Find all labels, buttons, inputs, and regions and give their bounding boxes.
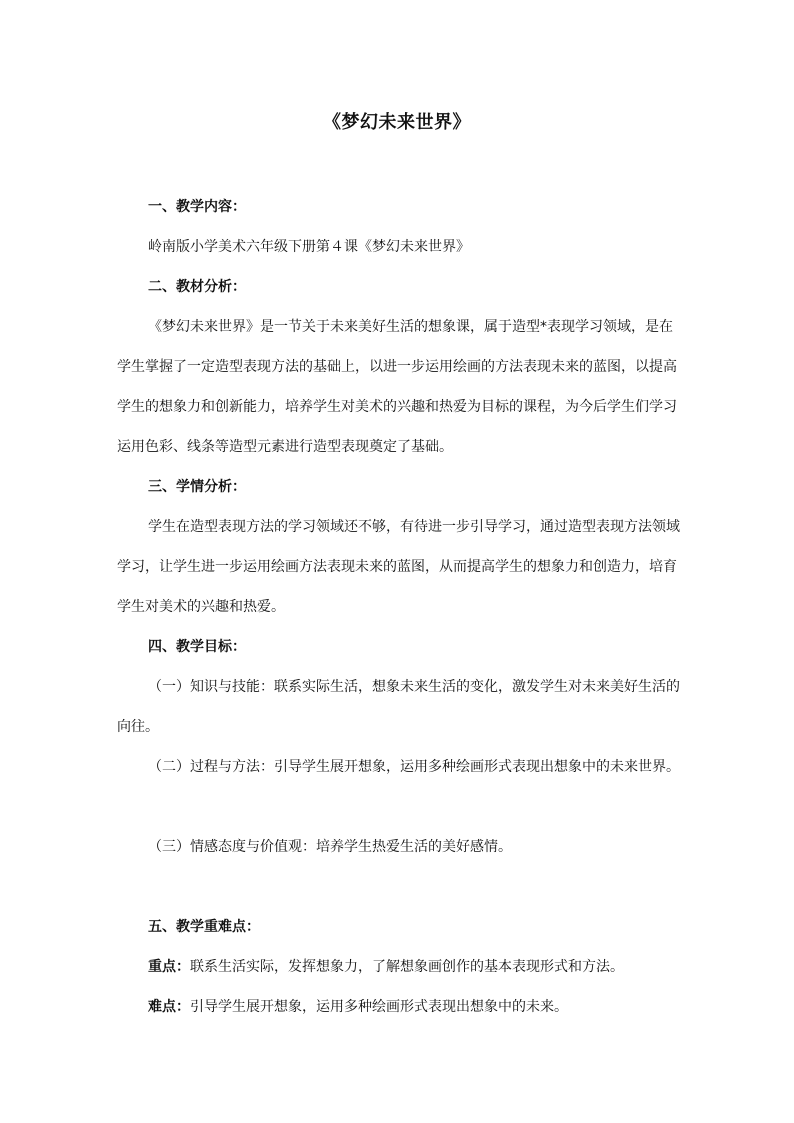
- paragraph-line: 学生的想象力和创新能力，培养学生对美术的兴趣和热爱为目标的课程，为今后学生们学习: [117, 399, 677, 415]
- section-heading-students: 三、学情分析：: [148, 479, 246, 495]
- section-heading-material: 二、教材分析：: [148, 279, 246, 295]
- goal-line: 向往。: [117, 719, 159, 735]
- paragraph-line: 《梦幻未来世界》是一节关于未来美好生活的想象课，属于造型*表现学习领域，是在: [148, 319, 673, 335]
- paragraph-line: 运用色彩、线条等造型元素进行造型表现奠定了基础。: [117, 439, 453, 455]
- paragraph-line: 学生掌握了一定造型表现方法的基础上，以进一步运用绘画的方法表现未来的蓝图，以提高: [117, 359, 677, 375]
- difficult-point-line: [148, 996, 568, 1016]
- goal-line: （二）过程与方法：引导学生展开想象，运用多种绘画形式表现出想象中的未来世界。: [148, 759, 680, 775]
- key-point-text: 联系生活实际，发挥想象力，了解想象画创作的基本表现形式和方法。: [190, 959, 624, 975]
- section-heading-goals: 四、教学目标：: [148, 639, 246, 655]
- page-title: 《梦幻未来世界》: [323, 112, 471, 133]
- difficult-point-text: 引导学生展开想象，运用多种绘画形式表现出想象中的未来。: [190, 999, 568, 1015]
- key-point-line: [148, 956, 624, 976]
- section-heading-key-points: 五、教学重难点：: [148, 919, 260, 935]
- paragraph-line: 学习，让学生进一步运用绘画方法表现未来的蓝图，从而提高学生的想象力和创造力，培育: [117, 559, 677, 575]
- section-heading-content: 一、教学内容：: [148, 199, 246, 215]
- difficult-point-label: 难点：: [148, 999, 190, 1015]
- section-text-content: 岭南版小学美术六年级下册第４课《梦幻未来世界》: [148, 239, 470, 255]
- goal-line: （三）情感态度与价值观：培养学生热爱生活的美好感情。: [148, 839, 512, 855]
- paragraph-line: 学生对美术的兴趣和热爱。: [117, 599, 285, 615]
- key-point-label: 重点：: [148, 959, 190, 975]
- paragraph-line: 学生在造型表现方法的学习领域还不够，有待进一步引导学习，通过造型表现方法领域: [148, 519, 680, 535]
- goal-line: （一）知识与技能：联系实际生活，想象未来生活的变化，激发学生对未来美好生活的: [148, 679, 680, 695]
